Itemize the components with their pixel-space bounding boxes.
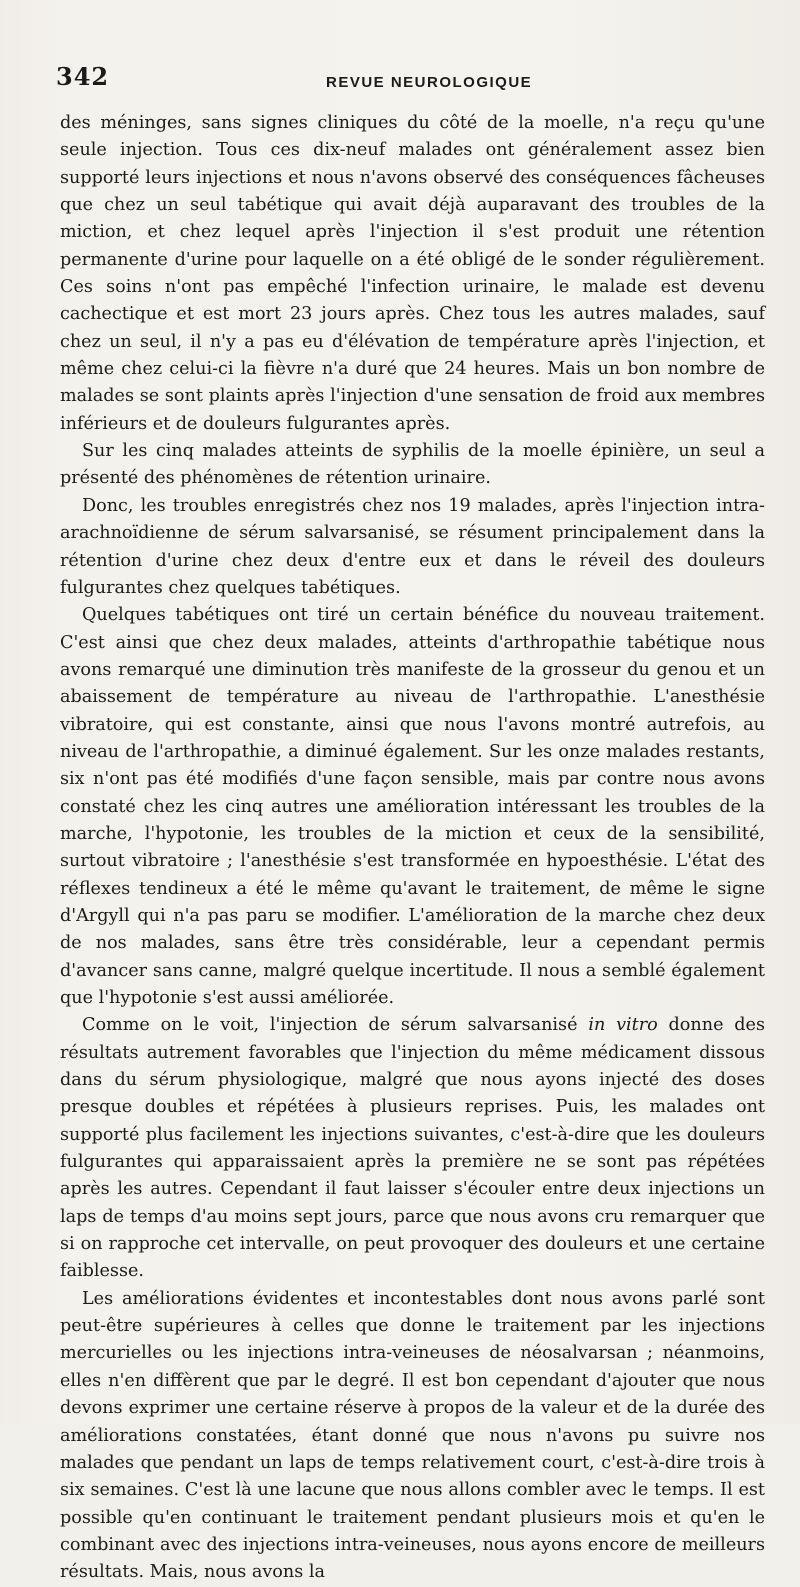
- body-text: [60, 110, 765, 1587]
- page-number: 342: [56, 62, 110, 91]
- running-title: REVUE NEUROLOGIQUE: [326, 74, 533, 91]
- paragraph-5-italic-term: in vitro: [588, 1015, 658, 1036]
- paragraph-4: Quelques tabétiques ont tiré un certain bénéfice du nouveau traitement. C'est ainsi que chez deux malades, atteints d'arthropathie tabétique nous avons remarqué une diminution très manifeste de la grosseur du genou et un abaissement de température au niveau de l'arthropathie. L'anesthésie vibratoire, qui est constante, ainsi que nous l'avons montré autrefois, au niveau de l'arthropathie, a diminué également. Sur les onze malades restants, six n'ont pas été modifiés d'une façon sensible, mais par contre nous avons constaté chez les cinq autres une amélioration intéressant les troubles de la marche, l'hypotonie, les troubles de la miction et ceux de la sensibilité, surtout vibratoire ; l'anesthésie s'est transformée en hypoesthésie. L'état des réflexes tendineux a été le même qu'avant le traitement, de même le signe d'Argyll qui n'a pas paru se modifier. L'amélioration de la marche chez deux de nos malades, sans être très considérable, leur a cependant permis d'avancer sans canne, malgré quelque incertitude. Il nous a semblé également que l'hypotonie s'est aussi améliorée.: [60, 605, 765, 1008]
- paragraph-3: Donc, les troubles enregistrés chez nos 19 malades, après l'injection intra-arachnoïdienne de sérum salvarsanisé, se résument principalement dans la rétention d'urine chez deux d'entre eux et dans le réveil des douleurs fulgurantes chez quelques tabétiques.: [60, 495, 765, 598]
- paragraph-1: des méninges, sans signes cliniques du côté de la moelle, n'a reçu qu'une seule injection. Tous ces dix-neuf malades ont généralement assez bien supporté leurs injections et nous n'avons observé des conséquences fâcheuses que chez un seul tabétique qui avait déjà auparavant des troubles de la miction, et chez lequel après l'injection il s'est produit une rétention permanente d'urine pour laquelle on a été obligé de le sonder régulièrement. Ces soins n'ont pas empêché l'infection urinaire, le malade est devenu cachectique et est mort 23 jours après. Chez tous les autres malades, sauf chez un seul, il n'y a pas eu d'élévation de température après l'injection, et même chez celui-ci la fièvre n'a duré que 24 heures. Mais un bon nombre de malades se sont plaints après l'injection d'une sensation de froid aux membres inférieurs et de douleurs fulgurantes après.: [60, 113, 765, 434]
- paragraph-2: Sur les cinq malades atteints de syphilis de la moelle épinière, un seul a présenté des phénomènes de rétention urinaire.: [60, 441, 765, 489]
- paragraph-5-text-after: donne des résultats autrement favorables que l'injection du même médicament dissous dans du sérum physiologique, malgré que nous ayons injecté des doses presque doubles et répétées à plusieurs reprises. Puis, les malades ont supporté plus facilement les injections suivantes, c'est-à-dire que les douleurs fulgurantes qui apparaissaient après la première ne se sont pas répétées après les autres. Cependant il faut laisser s'écouler entre deux injections un laps de temps d'au moins sept jours, parce que nous avons cru remarquer que si on rapproche cet intervalle, on peut provoquer des douleurs et une certaine faiblesse.: [60, 1015, 765, 1282]
- paragraph-5: [60, 1012, 765, 1285]
- paragraph-6: Les améliorations évidentes et incontestables dont nous avons parlé sont peut-être supérieures à celles que donne le traitement par les injections mercurielles ou les injections intra-veineuses de néosalvarsan ; néanmoins, elles n'en diffèrent que par le degré. Il est bon cependant d'ajouter que nous devons exprimer une certaine réserve à propos de la valeur et de la durée des améliorations constatées, étant donné que nous n'avons pu suivre nos malades que pendant un laps de temps relativement court, c'est-à-dire trois à six semaines. C'est là une lacune que nous allons combler avec le temps. Il est possible qu'en continuant le traitement pendant plusieurs mois et qu'en le combinant avec des injections intra-veineuses, nous ayons encore de meilleurs résultats. Mais, nous avons la: [60, 1288, 765, 1583]
- page-header: [56, 58, 768, 98]
- paragraph-5-text-before: Comme on le voit, l'injection de sérum salvarsanisé: [82, 1015, 589, 1036]
